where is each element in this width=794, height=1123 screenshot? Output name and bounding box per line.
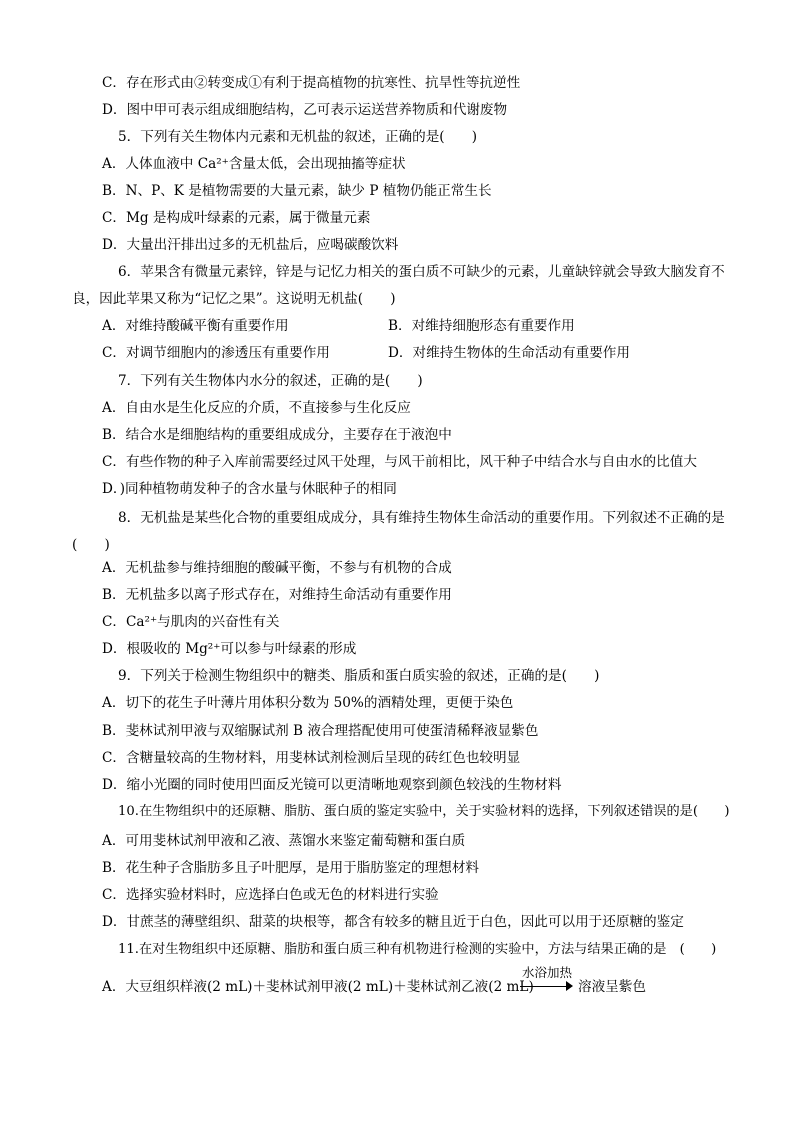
question-8: 8．无机盐是某些化合物的重要组成成分，具有维持生物体生命活动的重要作用。下列叙述不正确的是 [118, 510, 725, 526]
q8-option-a: A．无机盐参与维持细胞的酸碱平衡，不参与有机物的合成 [102, 560, 452, 576]
q7-option-a: A．自由水是生化反应的介质，不直接参与生化反应 [102, 400, 411, 416]
question-7: 7．下列有关生物体内水分的叙述，正确的是( ) [118, 373, 423, 389]
q4-option-c: C．存在形式由②转变成①有利于提高植物的抗寒性、抗旱性等抗逆性 [102, 75, 521, 91]
question-5: 5．下列有关生物体内元素和无机盐的叙述，正确的是( ) [118, 129, 478, 145]
q11-option-a-reagents: A．大豆组织样液(2 mL)＋斐林试剂甲液(2 mL)＋斐林试剂乙液(2 mL) [102, 979, 534, 995]
q6-option-a: A．对维持酸碱平衡有重要作用 [102, 318, 289, 334]
q9-option-d: D．缩小光圈的同时使用凹面反光镜可以更清晰地观察到颜色较浅的生物材料 [102, 777, 562, 793]
question-9: 9．下列关于检测生物组织中的糖类、脂质和蛋白质实验的叙述，正确的是( ) [118, 668, 600, 684]
question-10: 10.在生物组织中的还原糖、脂肪、蛋白质的鉴定实验中，关于实验材料的选择，下列叙述错误的是( ) [118, 804, 730, 819]
q9-option-b: B．斐林试剂甲液与双缩脲试剂 B 液合理搭配使用可使蛋清稀释液显紫色 [102, 723, 539, 739]
q10-option-c: C．选择实验材料时，应选择白色或无色的材料进行实验 [102, 887, 439, 903]
q10-option-b: B．花生种子含脂肪多且子叶肥厚，是用于脂肪鉴定的理想材料 [102, 860, 480, 876]
q5-option-c: C．Mg 是构成叶绿素的元素，属于微量元素 [102, 210, 371, 226]
q7-option-b: B．结合水是细胞结构的重要组成成分，主要存在于液泡中 [102, 427, 452, 443]
arrow-head-icon [566, 981, 573, 991]
q9-option-c: C．含糖量较高的生物材料，用斐林试剂检测后呈现的砖红色也较明显 [102, 750, 521, 766]
arrow-shaft [520, 986, 570, 987]
q10-option-a: A．可用斐林试剂甲液和乙液、蒸馏水来鉴定葡萄糖和蛋白质 [102, 833, 466, 849]
q8-option-b: B．无机盐多以离子形式存在，对维持生命活动有重要作用 [102, 587, 452, 603]
question-8-continued: ( ) [72, 537, 110, 553]
q6-option-b: B．对维持细胞形态有重要作用 [388, 318, 575, 334]
q5-option-d: D．大量出汗排出过多的无机盐后，应喝碳酸饮料 [102, 237, 399, 253]
q8-option-d: D．根吸收的 Mg²⁺可以参与叶绿素的形成 [102, 641, 357, 657]
reaction-condition: 水浴加热 [522, 965, 573, 980]
q9-option-a: A．切下的花生子叶薄片用体积分数为 50%的酒精处理，更便于染色 [102, 695, 514, 711]
q7-option-d: D．)同种植物萌发种子的含水量与休眠种子的相同 [102, 481, 397, 497]
q7-option-c: C．有些作物的种子入库前需要经过风干处理，与风干前相比，风干种子中结合水与自由水的比值大 [102, 454, 697, 470]
reaction-arrow [520, 966, 580, 996]
q5-option-b: B．N、P、K 是植物需要的大量元素，缺少 P 植物仍能正常生长 [102, 183, 492, 199]
question-11: 11.在对生物组织中还原糖、脂肪和蛋白质三种有机物进行检测的实验中，方法与结果正确的是 ( ) [118, 942, 717, 957]
q8-option-c: C．Ca²⁺与肌肉的兴奋性有关 [102, 614, 280, 630]
q5-option-a: A．人体血液中 Ca²⁺含量太低，会出现抽搐等症状 [102, 156, 406, 172]
q6-option-d: D．对维持生物体的生命活动有重要作用 [388, 345, 630, 361]
q11-option-a-result: 溶液呈紫色 [578, 979, 646, 995]
q10-option-d: D．甘蔗茎的薄壁组织、甜菜的块根等，都含有较多的糖且近于白色，因此可以用于还原糖的鉴定 [102, 914, 684, 930]
question-6: 6．苹果含有微量元素锌，锌是与记忆力相关的蛋白质不可缺少的元素，儿童缺锌就会导致大脑发育不 [118, 264, 725, 280]
q6-option-c: C．对调节细胞内的渗透压有重要作用 [102, 345, 330, 361]
q4-option-d: D．图中甲可表示组成细胞结构，乙可表示运送营养物质和代谢废物 [102, 102, 508, 118]
question-6-continued: 良，因此苹果又称为“记忆之果”。这说明无机盐( ) [72, 291, 396, 307]
